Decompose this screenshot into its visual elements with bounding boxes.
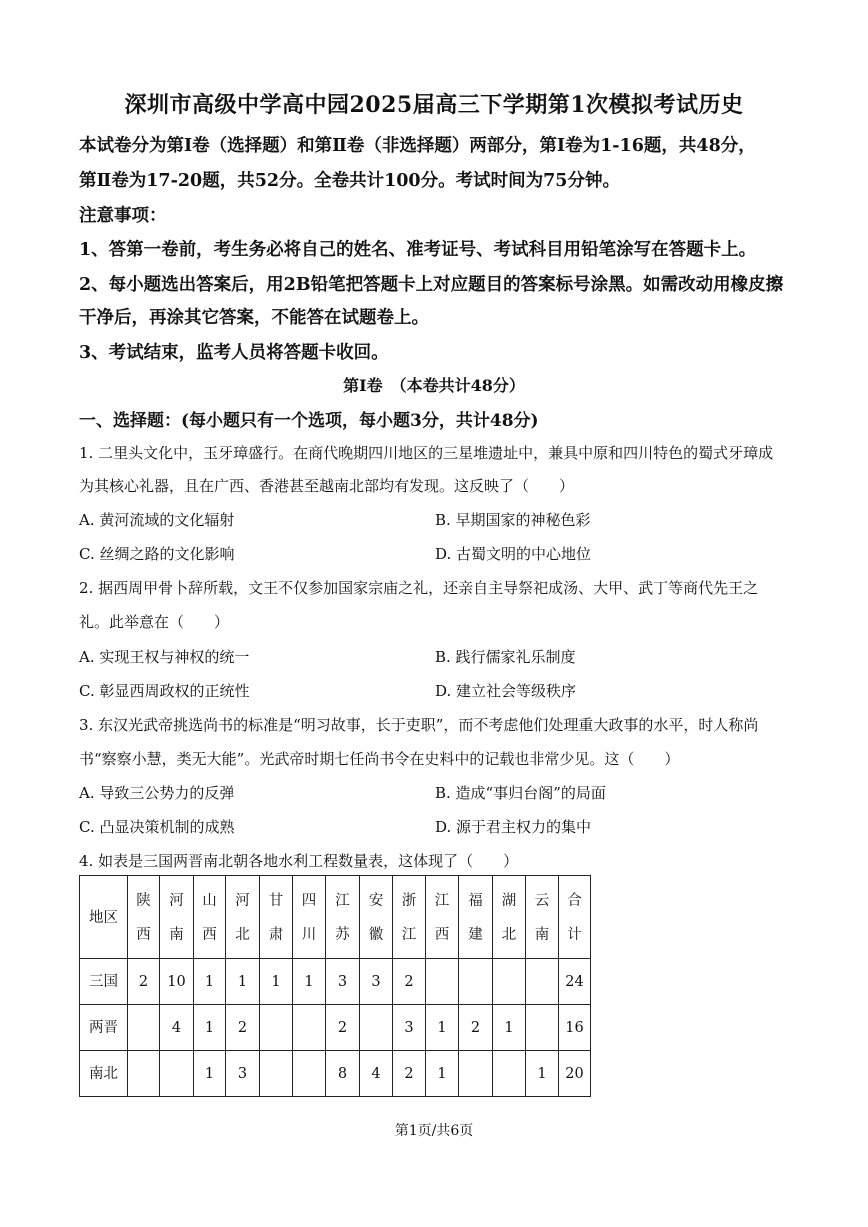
table-cell: 8 xyxy=(326,1051,360,1097)
table-cell: 24 xyxy=(559,959,591,1005)
table-cell: 2 xyxy=(459,1005,493,1051)
table-cell: 4 xyxy=(360,1051,393,1097)
table-row xyxy=(80,1005,591,1051)
table-header-cell: 湖 北 xyxy=(493,876,526,959)
table-corner-cell: 地区 xyxy=(80,876,128,959)
table-cell: 1 xyxy=(194,1051,226,1097)
question-2-stem-line-2: 礼。此举意在（ ） xyxy=(79,613,230,631)
question-3-option-c: C. 凸显决策机制的成熟 xyxy=(79,818,235,836)
notice-heading: 注意事项： xyxy=(79,206,167,226)
notice-item-3: 3、考试结束，监考人员将答题卡收回。 xyxy=(79,343,389,363)
table-cell: 1 xyxy=(493,1005,526,1051)
table-cell: 2 xyxy=(226,1005,260,1051)
table-cell xyxy=(293,1005,326,1051)
table-cell: 1 xyxy=(526,1051,559,1097)
question-3-option-d: D. 源于君主权力的集中 xyxy=(435,818,592,836)
table-header-cell: 山 西 xyxy=(194,876,226,959)
question-2-option-a: A. 实现王权与神权的统一 xyxy=(79,648,250,666)
table-cell: 1 xyxy=(194,959,226,1005)
table-header-cell: 浙 江 xyxy=(393,876,426,959)
table-cell: 3 xyxy=(393,1005,426,1051)
table-header-cell: 江 西 xyxy=(426,876,459,959)
table-header-cell: 陕 西 xyxy=(128,876,160,959)
row-label: 南北 xyxy=(80,1051,128,1097)
notice-item-2b: 干净后，再涂其它答案，不能答在试题卷上。 xyxy=(79,308,429,328)
row-label: 两晋 xyxy=(80,1005,128,1051)
question-1-option-b: B. 早期国家的神秘色彩 xyxy=(435,511,591,529)
question-1-stem-line-2: 为其核心礼器，且在广西、香港甚至越南北部均有发现。这反映了（ ） xyxy=(79,477,575,495)
notice-item-2a: 2、每小题选出答案后，用2B铅笔把答题卡上对应题目的答案标号涂黑。如需改动用橡皮擦 xyxy=(79,275,784,295)
question-4-stem: 4. 如表是三国两晋南北朝各地水利工程数量表，这体现了（ ） xyxy=(79,852,519,870)
table-cell: 1 xyxy=(426,1051,459,1097)
table-cell xyxy=(493,959,526,1005)
table-cell xyxy=(459,1051,493,1097)
table-cell: 4 xyxy=(160,1005,194,1051)
table-cell: 3 xyxy=(326,959,360,1005)
page-title: 深圳市高级中学高中园2025届高三下学期第1次模拟考试历史 xyxy=(124,92,744,118)
notice-item-1: 1、答第一卷前，考生务必将自己的姓名、准考证号、考试科目用铅笔涂写在答题卡上。 xyxy=(79,240,757,260)
question-3-option-b: B. 造成“事归台阁”的局面 xyxy=(435,784,606,802)
table-header-cell: 福 建 xyxy=(459,876,493,959)
table-cell: 1 xyxy=(293,959,326,1005)
table-row xyxy=(80,959,591,1005)
table-cell: 2 xyxy=(393,959,426,1005)
table-cell: 16 xyxy=(559,1005,591,1051)
table-cell xyxy=(426,959,459,1005)
section-title: 第Ⅰ卷 （本卷共计48分） xyxy=(343,376,525,395)
table-cell: 1 xyxy=(226,959,260,1005)
table-header-cell: 四 川 xyxy=(293,876,326,959)
water-projects-table xyxy=(79,875,591,1097)
table-row xyxy=(80,1051,591,1097)
table-cell xyxy=(293,1051,326,1097)
question-2-stem-line-1: 2. 据西周甲骨卜辞所载，文王不仅参加国家宗庙之礼，还亲自主导祭祀成汤、大甲、武丁等商代先王之 xyxy=(79,579,759,597)
question-1-option-c: C. 丝绸之路的文化影响 xyxy=(79,545,235,563)
table-header-row xyxy=(80,876,591,959)
table-cell xyxy=(260,1051,293,1097)
table-header-cell: 江 苏 xyxy=(326,876,360,959)
table-header-cell: 合 计 xyxy=(559,876,591,959)
table-cell xyxy=(526,959,559,1005)
question-1-option-a: A. 黄河流域的文化辐射 xyxy=(79,511,235,529)
table-cell xyxy=(493,1051,526,1097)
table-cell xyxy=(128,1005,160,1051)
question-2-option-b: B. 践行儒家礼乐制度 xyxy=(435,648,576,666)
question-1-option-d: D. 古蜀文明的中心地位 xyxy=(435,545,592,563)
row-label: 三国 xyxy=(80,959,128,1005)
table-cell: 2 xyxy=(326,1005,360,1051)
table-cell xyxy=(128,1051,160,1097)
table-cell: 3 xyxy=(226,1051,260,1097)
table-cell: 3 xyxy=(360,959,393,1005)
table-cell xyxy=(260,1005,293,1051)
table-cell: 1 xyxy=(194,1005,226,1051)
table-cell xyxy=(459,959,493,1005)
table-header-cell: 河 南 xyxy=(160,876,194,959)
table-cell: 2 xyxy=(393,1051,426,1097)
table-cell: 10 xyxy=(160,959,194,1005)
table-cell xyxy=(360,1005,393,1051)
intro-line-1: 本试卷分为第Ⅰ卷（选择题）和第Ⅱ卷（非选择题）两部分，第Ⅰ卷为1-16题，共48分， xyxy=(79,136,756,156)
table-cell: 1 xyxy=(426,1005,459,1051)
table-header-cell: 安 徽 xyxy=(360,876,393,959)
table-header-cell: 河 北 xyxy=(226,876,260,959)
question-3-option-a: A. 导致三公势力的反弹 xyxy=(79,784,235,802)
question-2-option-c: C. 彰显西周政权的正统性 xyxy=(79,682,250,700)
question-3-stem-line-1: 3. 东汉光武帝挑选尚书的标准是“明习故事，长于吏职”，而不考虑他们处理重大政事的水平，时人称尚 xyxy=(79,716,759,734)
table-cell: 1 xyxy=(260,959,293,1005)
part-heading: 一、选择题：(每小题只有一个选项，每小题3分，共计48分) xyxy=(79,411,539,431)
question-3-stem-line-2: 书“察察小慧，类无大能”。光武帝时期七任尚书令在史料中的记载也非常少见。这（ ） xyxy=(79,750,680,768)
table-header-cell: 云 南 xyxy=(526,876,559,959)
table-header-cell: 甘 肃 xyxy=(260,876,293,959)
table-cell: 20 xyxy=(559,1051,591,1097)
table-cell xyxy=(160,1051,194,1097)
intro-line-2: 第Ⅱ卷为17-20题，共52分。全卷共计100分。考试时间为75分钟。 xyxy=(79,171,620,191)
table-cell xyxy=(526,1005,559,1051)
question-1-stem-line-1: 1. 二里头文化中，玉牙璋盛行。在商代晚期四川地区的三星堆遗址中，兼具中原和四川特色的蜀式牙璋成 xyxy=(79,444,774,462)
question-2-option-d: D. 建立社会等级秩序 xyxy=(435,682,577,700)
table-cell: 2 xyxy=(128,959,160,1005)
page-footer: 第1页/共6页 xyxy=(394,1123,474,1139)
